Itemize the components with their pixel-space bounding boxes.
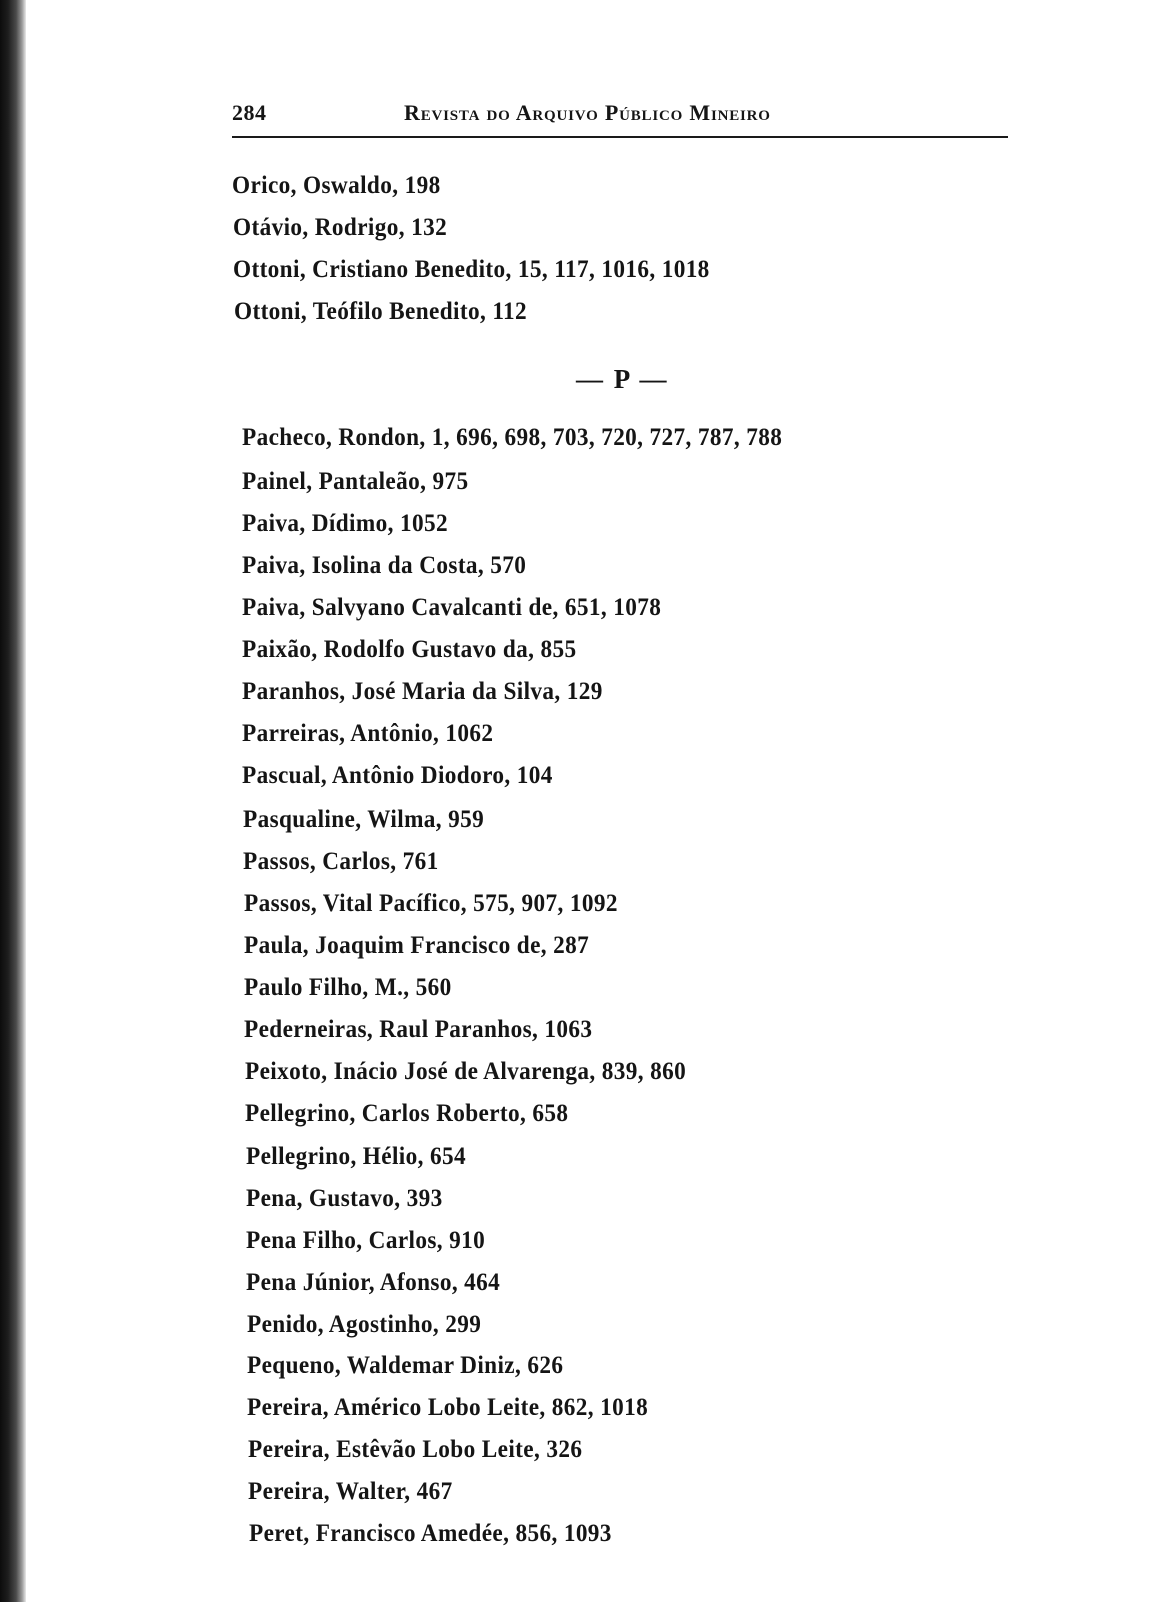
page-binding-edge — [0, 0, 26, 1602]
index-entry: Pereira, Américo Lobo Leite, 862, 1018 — [247, 1394, 649, 1421]
index-entry: Paula, Joaquim Francisco de, 287 — [244, 932, 590, 959]
index-entry: Pena Júnior, Afonso, 464 — [246, 1269, 501, 1296]
index-entry: Peixoto, Inácio José de Alvarenga, 839, 860 — [245, 1058, 687, 1085]
index-entry: Paiva, Dídimo, 1052 — [242, 510, 448, 537]
index-entry: Paiva, Isolina da Costa, 570 — [242, 552, 527, 579]
index-entry: Pacheco, Rondon, 1, 696, 698, 703, 720, 727, 787, 788 — [242, 424, 783, 451]
index-entry: Ottoni, Teófilo Benedito, 112 — [234, 298, 528, 325]
index-entry: Pellegrino, Hélio, 654 — [246, 1143, 466, 1170]
index-entry: Parreiras, Antônio, 1062 — [242, 720, 494, 747]
index-entry: Paranhos, José Maria da Silva, 129 — [242, 678, 603, 705]
index-entry: Pederneiras, Raul Paranhos, 1063 — [244, 1016, 593, 1043]
index-entry: Ottoni, Cristiano Benedito, 15, 117, 1016, 1018 — [233, 256, 710, 283]
index-entry: Otávio, Rodrigo, 132 — [233, 214, 448, 241]
index-entry: Paixão, Rodolfo Gustavo da, 855 — [242, 636, 577, 663]
section-letter-heading: — P — — [576, 364, 669, 394]
running-title: Revista do Arquivo Público Mineiro — [404, 100, 771, 125]
index-entry: Pena, Gustavo, 393 — [246, 1185, 443, 1212]
page-number: 284 — [232, 100, 267, 125]
index-entry: Peret, Francisco Amedée, 856, 1093 — [249, 1520, 612, 1547]
index-entry: Painel, Pantaleão, 975 — [242, 468, 469, 495]
index-entry: Pellegrino, Carlos Roberto, 658 — [245, 1100, 569, 1127]
index-entry: Pequeno, Waldemar Diniz, 626 — [247, 1352, 564, 1379]
page-header — [232, 96, 1008, 138]
index-entry: Pena Filho, Carlos, 910 — [246, 1227, 486, 1254]
index-entry: Passos, Vital Pacífico, 575, 907, 1092 — [244, 890, 618, 917]
index-entry: Pascual, Antônio Diodoro, 104 — [242, 762, 553, 789]
index-entry: Paulo Filho, M., 560 — [244, 974, 452, 1001]
index-entry: Penido, Agostinho, 299 — [247, 1311, 482, 1338]
index-entry: Pasqualine, Wilma, 959 — [243, 806, 485, 833]
index-entry: Passos, Carlos, 761 — [243, 848, 439, 875]
index-entry: Paiva, Salvyano Cavalcanti de, 651, 1078 — [242, 594, 662, 621]
index-entry: Pereira, Estêvão Lobo Leite, 326 — [248, 1436, 583, 1463]
index-entry: Pereira, Walter, 467 — [248, 1478, 453, 1505]
index-entry: Orico, Oswaldo, 198 — [232, 172, 441, 199]
